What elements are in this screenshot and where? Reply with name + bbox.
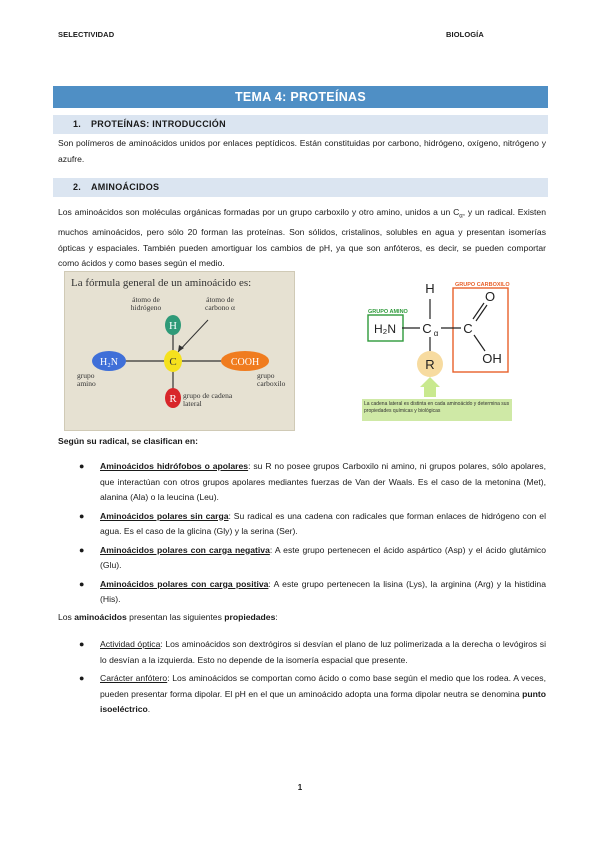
intro-sub: α [459,213,463,220]
fig1-h-caption: átomo de hidrógeno [130,296,162,312]
fig2-amino-label: H₂N [374,322,396,336]
properties-lead-d: propiedades [224,612,276,622]
list-item-text: : A este grupo pertenecen el ácido aspártico (Asp) y el ácido glutámico (Glu). [100,544,546,570]
fig2-c-alpha-sub: α [433,329,439,338]
fig1-cooh-label: COOH [230,357,260,368]
properties-lead-e: : [275,612,278,622]
fig2-r-label: R [425,357,435,372]
list-item-term: Actividad óptica [100,639,161,649]
properties-lead-a: Los [58,612,75,622]
figure-structure [360,271,550,431]
section-2-title: AMINOÁCIDOS [91,182,160,192]
section-2-number: 2. [73,182,82,192]
intro-part-b: , y un radical. Existen muchos aminoácidos, pero sólo 20 forman las proteínas. Son sólidos, cristalinos, solubles en agua y presentan isomerías ópticas y espaciales. También pueden amortiguar los cambios de pH, ya que son anfóteros, es decir, se pueden comportar como ácidos y como bases según el medio. [58,207,546,269]
bullet-icon: ● [79,544,85,555]
bullet-icon: ● [79,510,85,521]
section-2-intro [58,205,546,272]
list-item-term: Aminoácidos polares sin carga [100,510,229,521]
fig2-h-label: H [425,281,435,296]
bullet-icon: ● [79,673,85,683]
list-item [58,577,546,608]
intro-part-a: Los aminoácidos son moléculas orgánicas formadas por un grupo carboxilo y otro amino, unidos a un C [58,207,460,217]
fig2-caption: La cadena lateral es distinta en cada aminoácido y determina sus propiedades químicas y biológicas [364,401,510,414]
classification-lead [58,434,546,450]
fig1-r-label: R [169,393,177,405]
fig2-carboxilo-caption: GRUPO CARBOXILO [455,282,510,288]
page-number: 1 [297,783,303,792]
fig1-amino-label: H₂N [100,357,118,368]
fig1-r-caption: grupo de cadena lateral [183,392,233,408]
list-item [58,637,546,668]
list-item-text: : Los aminoácidos son dextrógiros si desvían el plano de luz polimerizada a la derecha o levógiros si lo desvían a la izquierda. Esto no depende de la isomería espacial que presente. [100,639,546,665]
fig2-o-label: O [484,289,496,304]
section-1-title: PROTEÍNAS: INTRODUCCIÓN [91,119,226,129]
classification-lead-bold: Según su radical [58,436,127,446]
properties-lead-c: presentan las siguientes [126,612,225,622]
list-item [58,543,546,574]
fig2-arrow [420,377,440,397]
list-item-text: : su R no posee grupos Carboxilo ni amino, ni grupos polares, sólo apolares, que interactúan con otros grupos apolares mediantes fuerzas de Van der Waals. Es el caso de la metonina (Met), alanina (Ala) o la leucina (Leu). [100,461,546,502]
list-item [58,509,546,540]
list-item-term: Carácter anfótero [100,673,168,683]
fig1-amino-caption: grupo amino [77,372,96,388]
header-right: BIOLOGÍA [446,30,484,39]
section-1-heading [53,115,548,134]
fig2-oh-label: OH [482,351,502,366]
list-item-text: : A este grupo pertenecen la lisina (Lys), la arginina (Arg) y la histidina (His). [100,578,546,604]
header-left: SELECTIVIDAD [58,30,115,39]
fig2-c-alpha-label: C [422,321,432,336]
bullet-icon: ● [79,639,85,649]
list-item [58,459,546,506]
fig2-bond-c-oh [474,335,485,351]
figure-general-formula [64,271,295,431]
properties-list [58,637,546,721]
list-item-text: : Los aminoácidos se comportan como ácido o como base según el medio que los rodea. A veces, pueden presentar forma dipolar. El pH en el que un aminoácido adopta una forma dipolar neutra se denomina [100,673,546,699]
bullet-icon: ● [79,461,85,471]
list-item-term: Aminoácidos hidrófobos o apolares [100,461,249,471]
fig1-title: La fórmula general de un aminoácido es: [71,277,252,289]
fig1-h-label: H [169,320,177,332]
properties-lead [58,610,546,626]
fig1-c-caption: átomo de carbono α [205,296,235,312]
page-title: TEMA 4: PROTEÍNAS [53,86,548,108]
classification-lead-rest: , se clasifican en: [126,436,198,446]
fig2-amino-caption: GRUPO AMINO [368,309,408,315]
properties-lead-b: aminoácidos [74,612,127,622]
section-1-text: Son polímeros de aminoácidos unidos por enlaces peptídicos. Están constituidas por carbono, hidrógeno, oxígeno, nitrógeno y azufre. [58,138,546,164]
section-2-heading [53,178,548,197]
bullet-icon: ● [79,578,85,589]
list-item-bold-end: punto isoeléctrico [100,688,546,714]
list-item-term: Aminoácidos polares con carga positiva [100,578,269,589]
section-1-number: 1. [73,119,82,129]
fig2-c2-label: C [463,321,473,336]
fig1-c-label: C [169,356,177,368]
fig1-cooh-caption: grupo carboxilo [257,372,286,388]
list-item-end: . [147,704,151,714]
list-item [58,671,546,718]
list-item-text: : Su radical es una cadena con radicales que forman enlaces de hidrógeno con el agua. Es el caso de la glicina (Gly) y la serina (Ser). [100,510,546,536]
classification-list [58,459,546,611]
list-item-term: Aminoácidos polares con carga negativa [100,544,270,555]
